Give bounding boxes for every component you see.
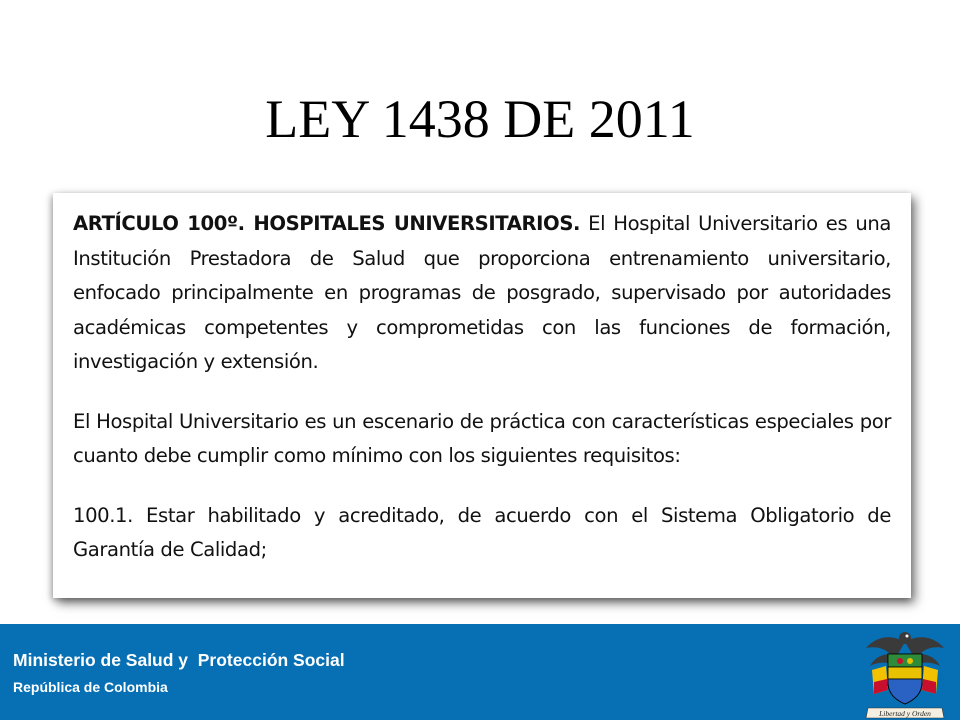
article-body: El Hospital Universitario es una Institución Prestadora de Salud que proporciona entrenamiento universitario, enfocado principalmente en programas de posgrado, supervisado por autoridades académicas competentes y comprometidas con las funciones de formación, investigación y extensión.	[73, 212, 891, 373]
ministry-name: Ministerio de Salud y Protección Social	[13, 650, 345, 670]
footer-bar	[0, 624, 960, 720]
republic-name: República de Colombia	[13, 679, 168, 695]
slide-title: LEY 1438 DE 2011	[265, 89, 695, 149]
law-excerpt-scan	[53, 193, 911, 598]
article-heading: ARTÍCULO 100º. HOSPITALES UNIVERSITARIOS.	[73, 212, 581, 235]
coat-of-arms-icon	[862, 624, 948, 720]
article-paragraph	[73, 207, 891, 380]
requirements-paragraph: El Hospital Universitario es un escenario de práctica con características especiales por cuanto debe cumplir como mínimo con los siguientes requisitos:	[73, 409, 891, 467]
requirement-100-1: 100.1. Estar habilitado y acreditado, de acuerdo con el Sistema Obligatorio de Garantía de Calidad;	[73, 503, 891, 561]
emblem-motto: Libertad y Orden	[879, 709, 931, 718]
